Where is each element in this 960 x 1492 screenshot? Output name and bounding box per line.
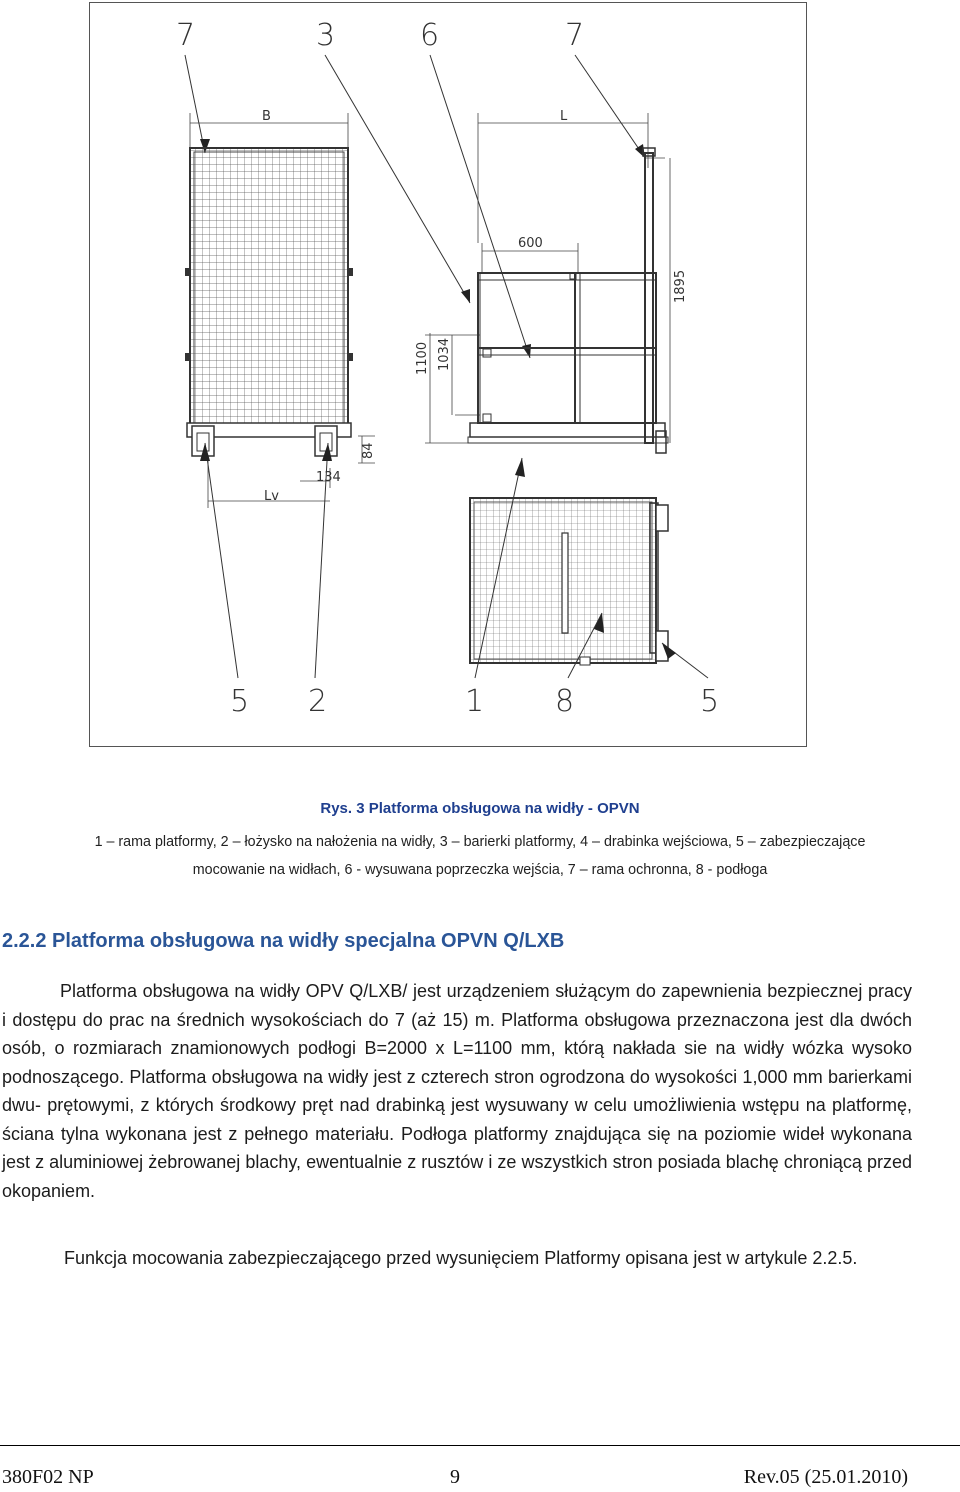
callout-top-3: 3 — [316, 18, 336, 53]
dim-b: B — [262, 109, 271, 124]
section-heading: 2.2.2 Platforma obsługowa na widły specjalna OPVN Q/LXB — [2, 930, 565, 952]
callout-bottom-5b: 5 — [700, 684, 720, 719]
side-view-mesh-panel — [185, 148, 353, 456]
technical-drawing — [89, 2, 807, 747]
section-paragraph-1: Platforma obsługowa na widły OPV Q/LXB/ jest urządzeniem służącym do zapewnienia bezpiecznej pracy i dostępu do prac na średnich wysokościach do 7 (aż 15) m. Platforma obsługowa przeznaczona jest dla dwóch osób, o rozmiarach znamionowych podłogi B=2000 x L=1100 mm, którą nakłada sie na widły wózka wysoko podnoszącego. Platforma obsługowa na widły jest z czterech stron ogrodzona do wysokości 1,000 mm barierkami dwu- prętowymi, z których środkowy pręt nad drabinką jest wysuwany w celu umożliwienia wstępu na platformę, ściana tylna wykonana jest z pełnego materiału. Podłoga platformy znajdująca się na poziomie wideł wykonana jest z aluminiowej żebrowanej blachy, ewentualnie z rusztów i ze wszystkich stron posiada blachę chroniącą przed okopaniem. — [2, 981, 912, 1201]
footer-revision: Rev.05 (25.01.2010) — [743, 1466, 908, 1488]
footer-page-number: 9 — [450, 1466, 460, 1488]
callout-top-6: 6 — [420, 18, 440, 53]
callout-top-7b: 7 — [565, 18, 585, 53]
footer-divider — [0, 1445, 960, 1446]
dim-l: L — [560, 109, 568, 124]
dim-84: 84 — [361, 442, 376, 459]
dim-1100: 1100 — [415, 341, 430, 375]
dim-1895: 1895 — [673, 269, 688, 303]
callout-bottom-1: 1 — [465, 684, 485, 719]
callout-bottom-5a: 5 — [230, 684, 250, 719]
footer-document-code: 380F02 NP — [2, 1466, 94, 1488]
figure-caption-title: Rys. 3 Platforma obsługowa na widły - OPVN — [320, 800, 640, 817]
dim-lv: Lv — [264, 489, 279, 504]
callout-top-7a: 7 — [176, 18, 196, 53]
callout-bottom-2: 2 — [308, 684, 328, 719]
figure-caption-legend: 1 – rama platformy, 2 – łożysko na nałożenia na widły, 3 – barierki platformy, 4 – drabinka wejściowa, 5 – zabezpieczające mocowanie na widłach, 6 - wysuwana poprzeczka wejścia, 7 – rama ochronna, 8 - podłoga — [94, 834, 866, 878]
dim-600: 600 — [518, 236, 543, 251]
dim-134: 134 — [316, 470, 341, 485]
dim-1034: 1034 — [437, 337, 452, 371]
callout-bottom-8: 8 — [555, 684, 575, 719]
side-view-railing — [468, 148, 668, 453]
top-view-platform — [470, 498, 668, 665]
platform-drawing-svg — [90, 3, 806, 746]
section-paragraph-2: Funkcja mocowania zabezpieczającego przed wysunięciem Platformy opisana jest w artykule 2.2.5. — [64, 1248, 858, 1268]
